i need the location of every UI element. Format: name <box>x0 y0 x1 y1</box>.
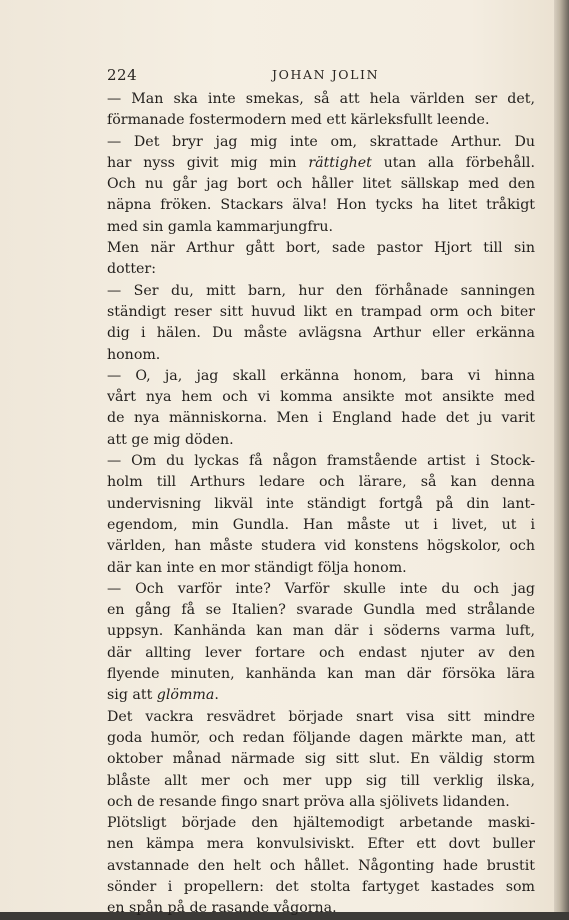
text-line: egendom, min Gundla. Han måste ut i livet, ut i <box>107 516 535 533</box>
text-line: näpna fröken. Stackars älva! Hon tycks ha litet tråkigt <box>107 197 535 214</box>
text-fragment: . <box>214 687 219 704</box>
text-line <box>107 153 535 174</box>
text-line: vårt nya hem och vi komma ansikte mot ansikte med <box>107 389 535 406</box>
text-line: nen kämpa mera konvulsiviskt. Efter ett dovt buller <box>107 836 535 853</box>
text-line: världen, han måste studera vid konstens högskolor, och <box>107 538 535 555</box>
text-line: Plötsligt började den hjältemodigt arbetande maski- <box>107 815 535 832</box>
text-line <box>107 685 535 706</box>
text-line: och de resande fingo snart pröva alla sjölivets lidanden. <box>107 793 510 810</box>
text-line: blåste allt mer och mer upp sig till verklig ilska, <box>107 772 535 789</box>
text-line: sönder i propellern: det stolta fartyget kastades som <box>107 878 535 895</box>
text-line: en spån på de rasande vågorna. <box>107 900 337 917</box>
text-line: — Man ska inte smekas, så att hela världen ser det, <box>107 91 535 107</box>
running-head: JOHAN JOLIN <box>272 67 380 82</box>
text-line: oktober månad närmade sig sitt slut. En väldig storm <box>107 751 535 768</box>
text-line: uppsyn. Kanhända kan man där i söderns varma luft, <box>107 623 535 640</box>
page-header <box>107 66 537 86</box>
text-line: dotter: <box>107 261 156 278</box>
text-line: — Ser du, mitt barn, hur den förhånade sanningen <box>107 282 535 299</box>
text-line: ständigt reser sitt huvud likt en trampad orm och biter <box>107 303 535 320</box>
text-line: förmanade fostermodern med ett kärleksfullt leende. <box>107 112 490 129</box>
text-line: Men när Arthur gått bort, sade pastor Hjort till sin <box>107 240 535 257</box>
text-line: Och nu går jag bort och håller litet sällskap med den <box>107 176 535 193</box>
text-fragment: sig att <box>107 687 157 704</box>
text-line: goda humör, och redan följande dagen märkte man, att <box>107 729 535 746</box>
text-line: att ge mig döden. <box>107 431 234 448</box>
text-line: en gång få se Italien? svarade Gundla med strålande <box>107 602 535 619</box>
text-line: med sin gamla kammarjungfru. <box>107 218 334 235</box>
text-line: där allting lever fortare och endast njuter av den <box>107 644 535 661</box>
text-line: — O, ja, jag skall erkänna honom, bara vi hinna <box>107 367 535 384</box>
page-number: 224 <box>107 66 138 84</box>
text-line: — Det bryr jag mig inte om, skrattade Arthur. Du <box>107 133 535 150</box>
text-line: holm till Arthurs ledare och lärare, så kan denna <box>107 474 535 491</box>
text-line: honom. <box>107 346 161 363</box>
text-line: avstannade den helt och hållet. Någonting hade brustit <box>107 857 535 874</box>
text-line: Det vackra resvädret började snart visa sitt mindre <box>107 708 535 725</box>
text-line: — Och varför inte? Varför skulle inte du och jag <box>107 580 535 597</box>
book-spine-edge <box>554 0 569 912</box>
text-line: dig i hälen. Du måste avlägsna Arthur eller erkänna <box>107 325 535 342</box>
text-line: flyende minuten, kanhända kan man där försöka lära <box>107 666 535 683</box>
text-line: undervisning likväl inte ständigt fortgå på din lant- <box>107 495 535 512</box>
italic-word: glömma <box>156 687 215 704</box>
text-line: de nya människorna. Men i England hade det ju varit <box>107 410 535 427</box>
italic-word: rättighet <box>308 154 372 171</box>
text-fragment: utan alla förbehåll. <box>371 154 535 171</box>
text-line: — Om du lyckas få någon framstående artist i Stock- <box>107 453 535 470</box>
text-line: där kan inte en mor ständigt följa honom. <box>107 559 407 576</box>
text-fragment: har nyss givit mig min <box>107 154 309 171</box>
body-text <box>107 89 535 920</box>
